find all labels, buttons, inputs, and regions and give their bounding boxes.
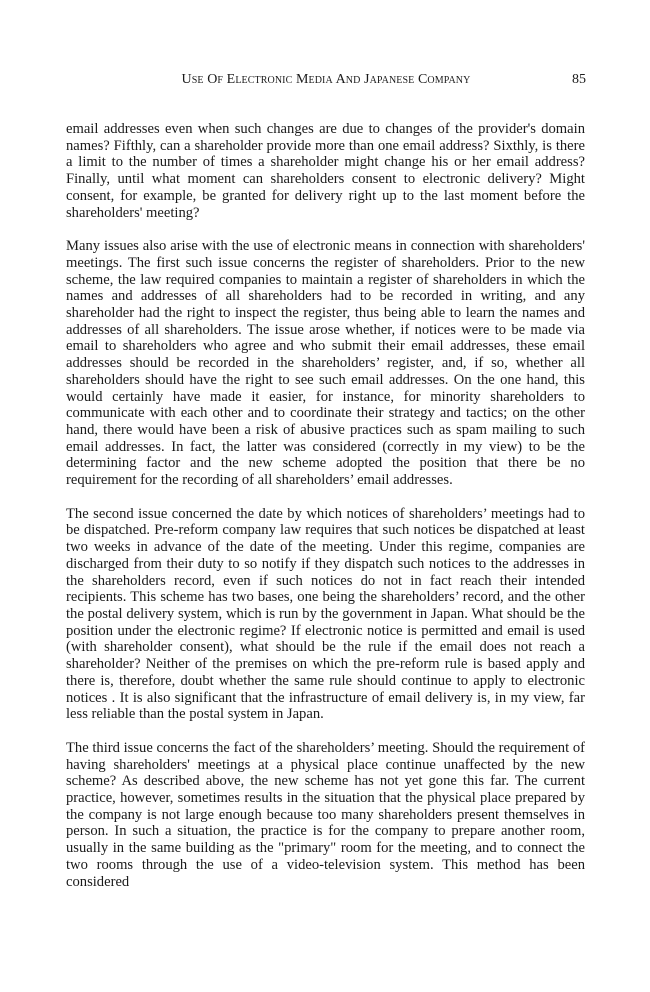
- running-header: [66, 72, 586, 92]
- paragraph-2: Many issues also arise with the use of electronic means in connection with shareholders' meetings. The first such issue concerns the register of shareholders. Prior to the new scheme, the law required companies to maintain a register of shareholders in which the names and addresses of all shareholders had to be recorded in writing, and any shareholder had the right to inspect the register, thus being able to learn the names and addresses of all shareholders. The issue arose whether, if notices were to be made via email to shareholders who agree and who submit their email addresses, these email addresses should be recorded in the shareholders’ register, and, if so, whether all shareholders should have the right to see such email addresses. On the one hand, this would certainly have made it easier, for instance, for minority shareholders to communicate with each other and to coordinate their strategy and tactics; on the other hand, there would have been a risk of abusive practices such as spam mailing to such email addresses. In fact, the latter was considered (correctly in my view) to be the determining factor and the new scheme adopted the position that there be no requirement for the recording of all shareholders’ email addresses.: [66, 238, 585, 489]
- body-text: [66, 121, 585, 907]
- paragraph-3: The second issue concerned the date by which notices of shareholders’ meetings had to be dispatched. Pre-reform company law requires that such notices be dispatched at least two weeks in advance of the date of the meeting. Under this regime, companies are discharged from their duty to so notify if they dispatch such notices to the addresses in the shareholders record, even if such notices do not in fact reach their intended recipients. This scheme has two bases, one being the shareholders’ record, and the other the postal delivery system, which is run by the government in Japan. What should be the position under the electronic regime? If electronic notice is permitted and email is used (with shareholder consent), what should be the rule if the email does not reach a shareholder? Neither of the premises on which the pre-reform rule is based apply and there is, therefore, doubt whether the same rule should continue to apply to electronic notices . It is also significant that the infrastructure of email delivery is, in my view, far less reliable than the postal system in Japan.: [66, 505, 585, 723]
- page-number: 85: [572, 72, 586, 87]
- paragraph-4: The third issue concerns the fact of the shareholders’ meeting. Should the requirement of having shareholders' meetings at a physical place continue unaffected by the new scheme? As described above, the new scheme has not yet gone this far. The current practice, however, sometimes results in the situation that the physical place prepared by the company is not large enough because too many shareholders present themselves in person. In such a situation, the practice is for the company to prepare another room, usually in the same building as the "primary" room for the meeting, and to connect the two rooms through the use of a video-television system. This method has been considered: [66, 739, 585, 890]
- running-title: Use Of Electronic Media And Japanese Company: [181, 72, 471, 87]
- paragraph-1: email addresses even when such changes are due to changes of the provider's domain names? Fifthly, can a shareholder provide more than one email address? Sixthly, is there a limit to the number of times a shareholder might change his or her email address? Finally, until what moment can shareholders consent to electronic delivery? Might consent, for example, be granted for delivery right up to the last moment before the shareholders' meeting?: [66, 121, 585, 221]
